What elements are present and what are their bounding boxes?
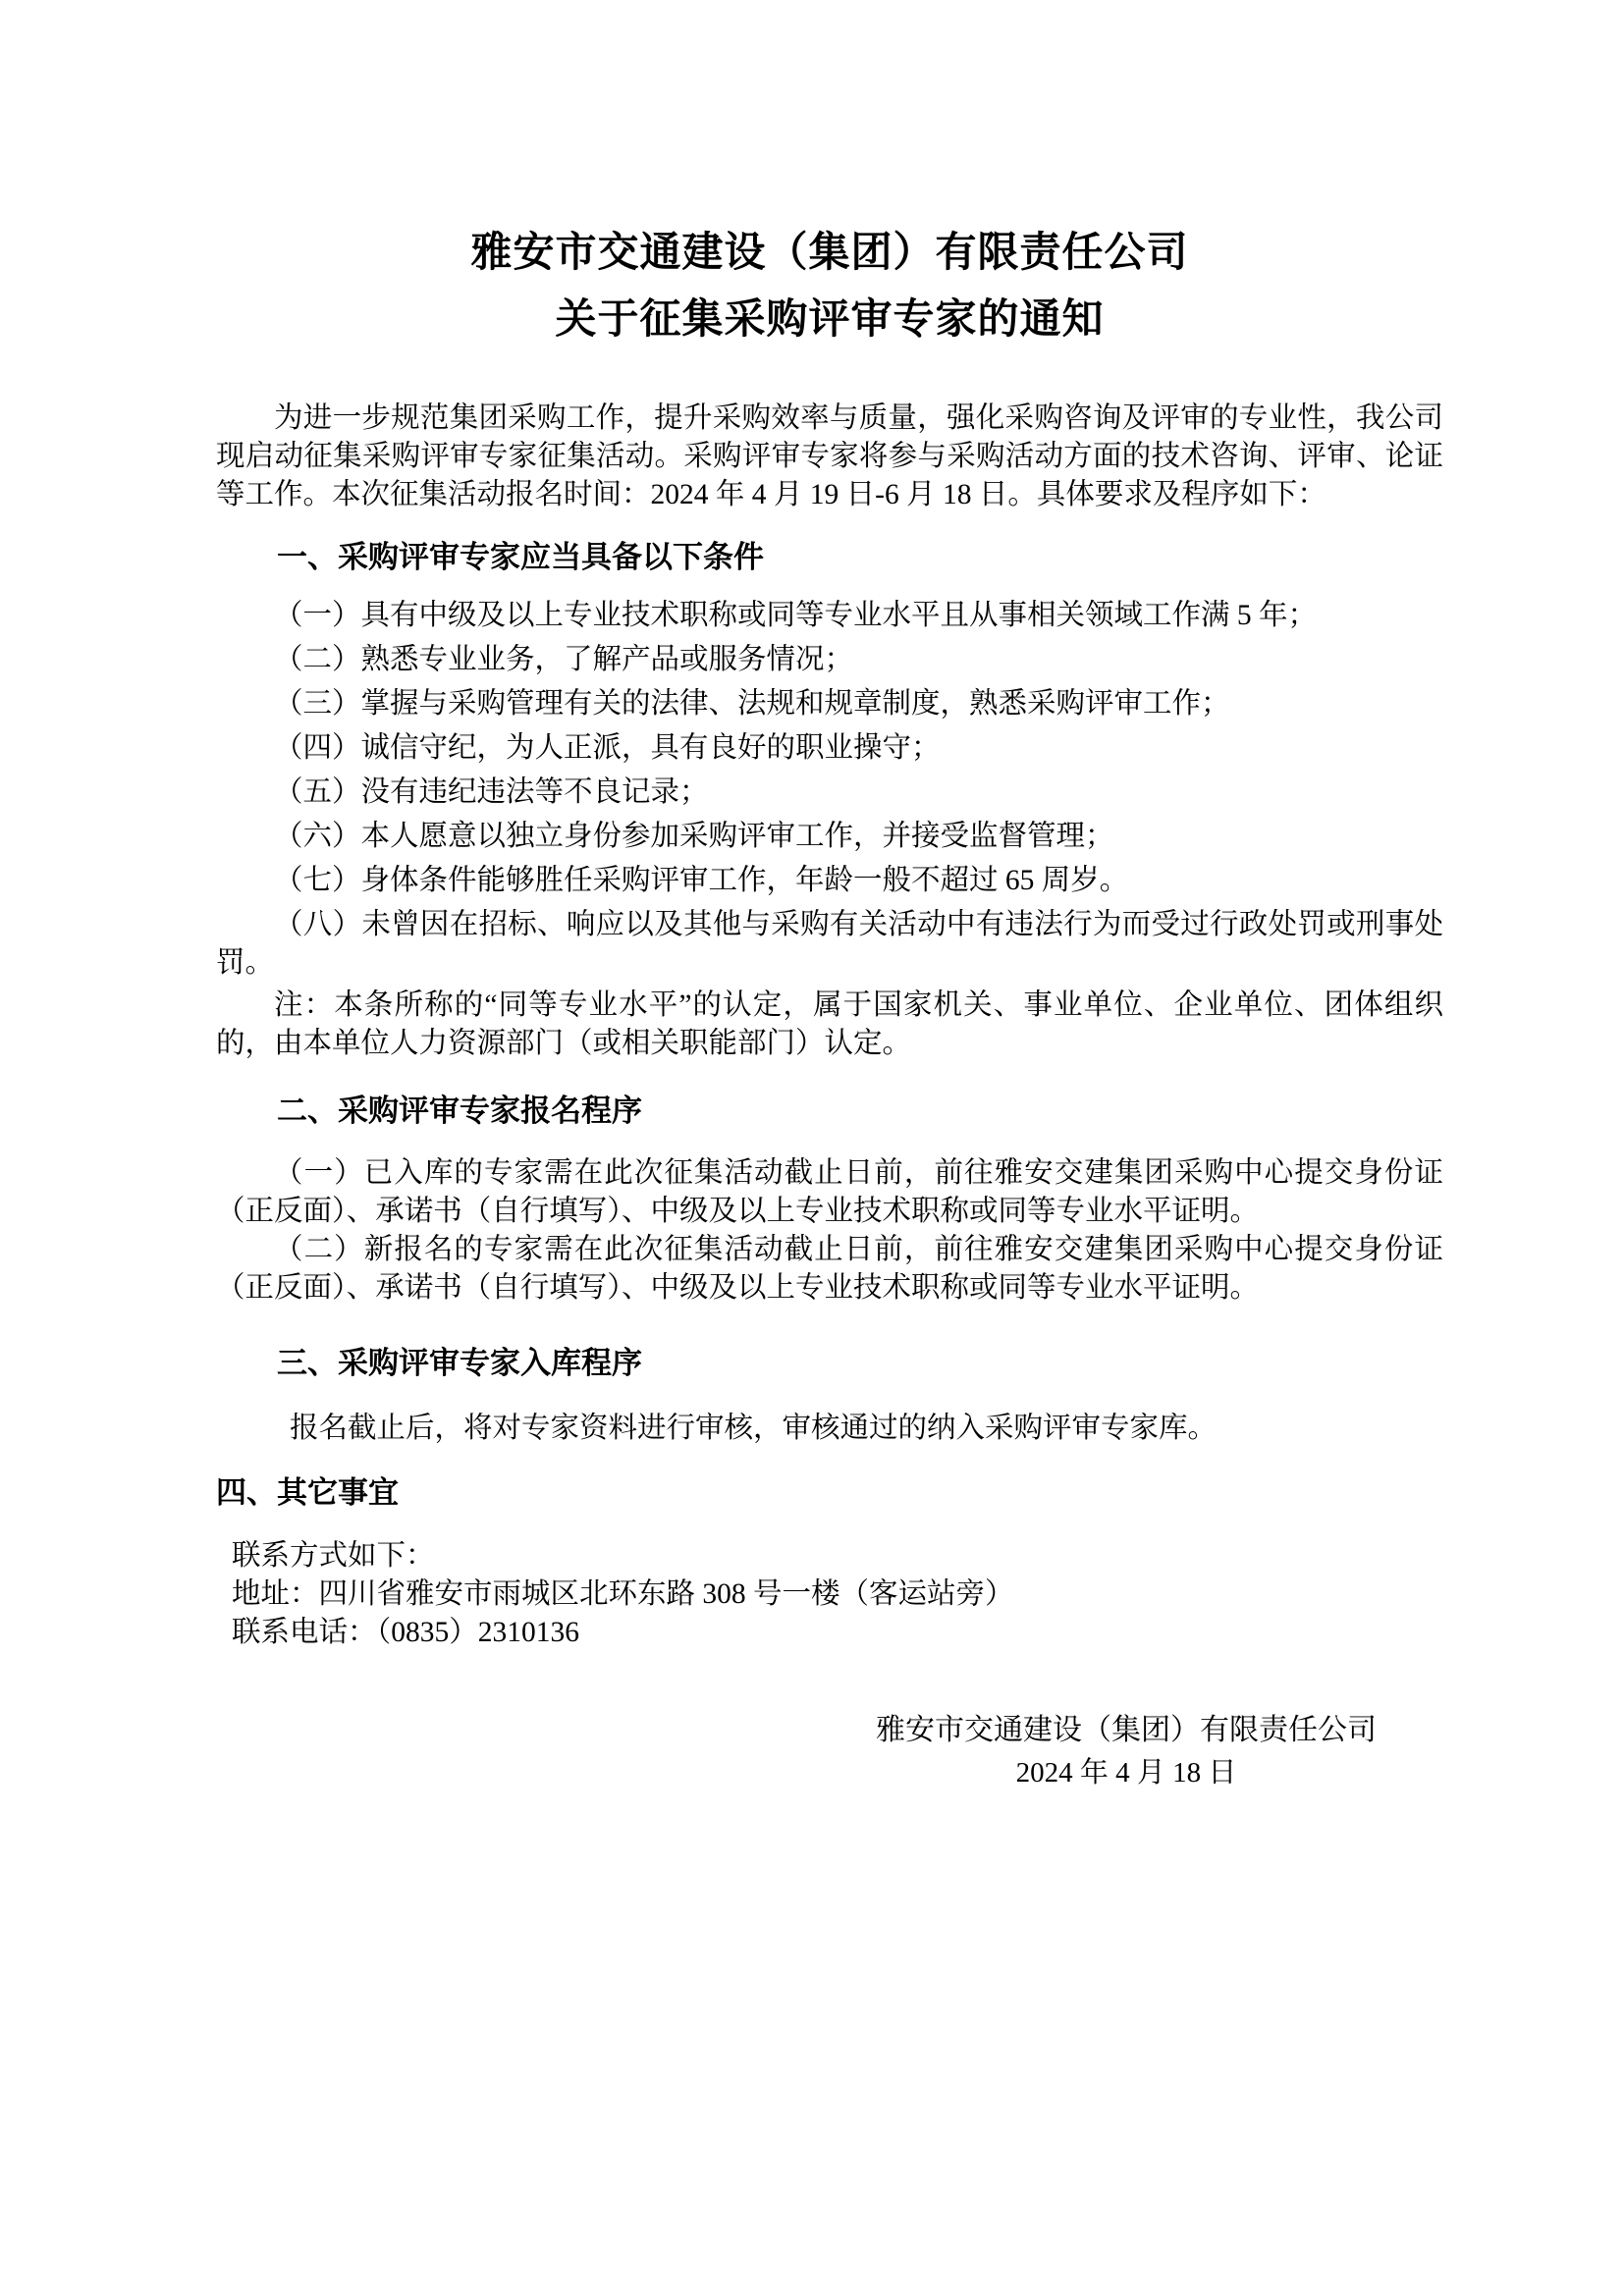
section1-item-6: （六）本人愿意以独立身份参加采购评审工作，并接受监督管理； (274, 821, 1114, 852)
intro-paragraph: 为进一步规范集团采购工作，提升采购效率与质量，强化采购咨询及评审的专业性，我公司现启动征集采购评审专家征集活动。采购评审专家将参与采购活动方面的技术咨询、评审、论证等工作。本次征集活动报名时间：2024 年 4 月 19 日-6 月 18 日。具体要求及程序如下： (216, 402, 1443, 510)
section3-heading: 三、采购评审专家入库程序 (277, 1346, 642, 1380)
section1-item-1: （一）具有中级及以上专业技术职称或同等专业水平且从事相关领域工作满 5 年； (274, 600, 1318, 631)
section2-heading: 二、采购评审专家报名程序 (277, 1094, 642, 1128)
section1-item-5: （五）没有违纪违法等不良记录； (274, 776, 709, 808)
section1-item-2: （二）熟悉专业业务，了解产品或服务情况； (274, 644, 854, 675)
contact-intro: 联系方式如下： (232, 1540, 435, 1572)
section1-heading: 一、采购评审专家应当具备以下条件 (277, 540, 764, 574)
signature-company: 雅安市交通建设（集团）有限责任公司 (876, 1714, 1377, 1746)
section1-note: 注：本条所称的“同等专业水平”的认定，属于国家机关、事业单位、企业单位、团体组织的，由本单位人力资源部门（或相关职能部门）认定。 (216, 989, 1443, 1059)
section3-body: 报名截止后，将对专家资料进行审核，审核通过的纳入采购评审专家库。 (290, 1413, 1218, 1444)
section2-item-1: （一）已入库的专家需在此次征集活动截止日前，前往雅安交建集团采购中心提交身份证（正反面）、承诺书（自行填写）、中级及以上专业技术职称或同等专业水平证明。 (216, 1157, 1443, 1227)
document-title-line2: 关于征集采购评审专家的通知 (555, 295, 1105, 342)
section4-heading: 四、其它事宜 (216, 1475, 399, 1510)
contact-phone: 联系电话：（0835）2310136 (232, 1617, 580, 1648)
section1-item-8: （八）未曾因在招标、响应以及其他与采购有关活动中有违法行为而受过行政处罚或刑事处罚。 (216, 909, 1443, 979)
section2-item-2: （二）新报名的专家需在此次征集活动截止日前，前往雅安交建集团采购中心提交身份证（正反面）、承诺书（自行填写）、中级及以上专业技术职称或同等专业水平证明。 (216, 1234, 1443, 1304)
section1-item-7: （七）身体条件能够胜任采购评审工作，年龄一般不超过 65 周岁。 (274, 865, 1129, 896)
document-title-line1: 雅安市交通建设（集团）有限责任公司 (470, 229, 1189, 275)
signature-block (874, 1711, 1379, 1792)
section1-item-3: （三）掌握与采购管理有关的法律、法规和规章制度，熟悉采购评审工作； (274, 688, 1230, 720)
section1-item-4: （四）诚信守纪，为人正派，具有良好的职业操守； (274, 732, 941, 764)
signature-date: 2024 年 4 月 18 日 (1015, 1757, 1237, 1789)
contact-address: 地址：四川省雅安市雨城区北环东路 308 号一楼（客运站旁） (232, 1578, 1014, 1610)
document-content (216, 0, 1443, 1792)
